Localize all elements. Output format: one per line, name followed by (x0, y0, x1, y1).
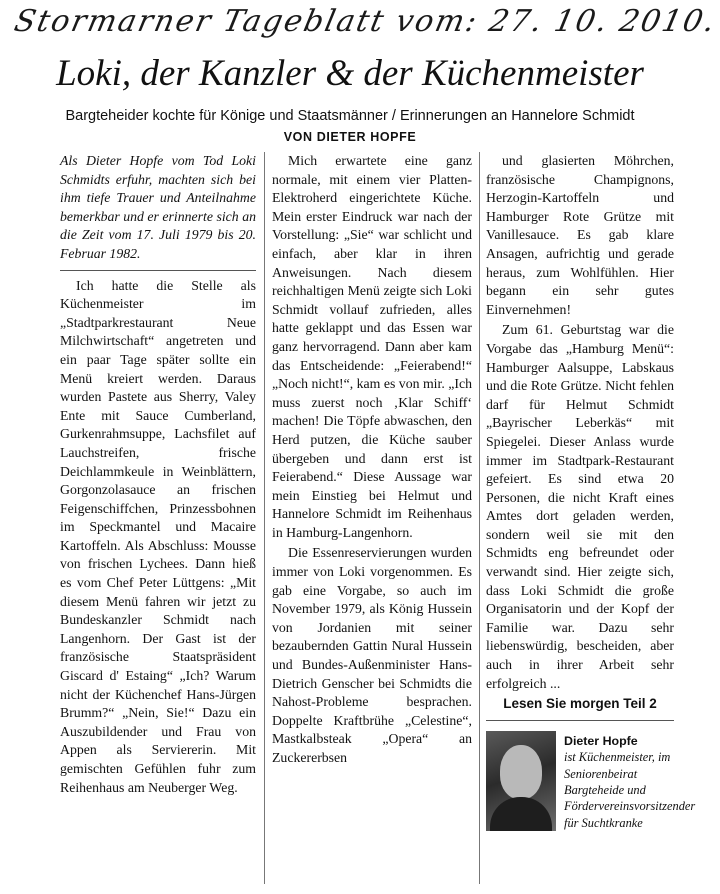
column-divider (264, 152, 265, 884)
continuation-teaser: Lesen Sie morgen Teil 2 (486, 695, 674, 721)
author-name: Dieter Hopfe (564, 733, 638, 748)
author-box (486, 727, 696, 837)
author-shoulders-shape (490, 797, 552, 831)
article-paragraph: Die Essenreservierungen wurden immer von Loki vorgenommen. Es gab eine Vorgabe, so auch im November 1979, als König Hussein von Jordanien mit seiner bezaubernden Gattin Nural Hussein und Bundes-Außenminister Hans-Dietrich Genscher bei Schmidts die Nahost-Probleme besprachen. Doppelte Kraftbrühe „Celestine“, Mastkalbsteak „Opera“ an Zuckererbsen (272, 545, 472, 765)
column-divider (479, 152, 480, 884)
article-paragraph: Zum 61. Geburtstag war die Vorgabe das „Hamburg Menü“: Hamburger Aalsuppe, Labskaus und die Rote Grütze. Nicht fehlen darf für Helmut Schmidt „Bayrischer Leberkäs“ mit Spiegelei. Dieser Anlass wurde immer im Stadtpark-Restaurant gefeiert. Es sind etwa 20 Personen, die nicht Kraft eines Amtes dort geladen werden, sondern weil sie mit den Schmidts eng befreundet oder verwandt sind. Hier zeigte sich, dass Loki Schmidt die große Organisatorin und der Kopf der Familie war. Dazu sehr liebenswürdig, bescheiden, aber auch in ihrer Arbeit sehr erfolgreich ... (486, 322, 674, 691)
article-paragraph: und glasierten Möhrchen, französische Champignons, Herzogin-Kartoffeln und Hamburger Rote Grütze mit Vanillesauce. Es gab klare Ansagen, aufrichtig und gerade heraus, zum Wohlfühlen. Hier begann ein sehr gutes Einvernehmen! (486, 153, 674, 317)
author-photo (486, 731, 556, 831)
author-info (564, 733, 696, 831)
article-column-1 (60, 152, 256, 886)
author-bio: ist Küchenmeister, im Seniorenbeirat Bargteheide und Fördervereinsvorsitzender für Suchtkranke (564, 750, 696, 830)
article-column-2 (272, 152, 472, 886)
article-paragraph: Mich erwartete eine ganz normale, mit einem vier Platten-Elektroherd eingerichtete Küche. Mein erster Eindruck war nach der Vorstellung: „Sie“ war schlicht und einfach, aber klar in ihren Anweisungen. Nach diesem reichhaltigen Menü zeigte sich Loki Schmidt vollauf zufrieden, alles hatte geklappt und das Essen war ganz hervorragend. Dann aber kam das Entscheidende: „Feierabend!“ „Noch nicht!“, kam es von mir. „Ich muss zuerst noch ‚Klar Schiff‘ machen! Die Töpfe abwaschen, den Herd putzen, die Küche sauber übergeben und dann erst ist Feierabend.“ Diese Aussage war mein Einstieg bei Helmut und Hannelore Schmidt im Reihenhaus in Hamburg-Langenhorn. (272, 153, 472, 540)
article-paragraph: Ich hatte die Stelle als Küchenmeister im „Stadtparkrestaurant Neue Milchwirtschaft“ angetreten und ein paar Tage später sollte ein Menü kreiert werden. Daraus wurden Pastete aus Sherry, Valey Ente mit Sauce Cumberland, Gurkenrahmsuppe, Lachsfilet auf Lauchstreifen, frische Deichlammkeule in Weinblättern, Gorgonzolasauce an frischen Feigenschiffchen, Prinzessbohnen im Speckmantel und Macaire Kartoffeln. Als Abschluss: Mousse von frischen Lychees. Dann hieß es vom Chef Peter Lüttgens: „Mit diesem Menü fahren wir jetzt zu Bundeskanzler Schmidt nach Langenhorn. Der Gast ist der französische Staatspräsident Giscard d' Estaing“ „Ich? Warum nicht der Küchenchef Hans-Jürgen Brumm?“ „Nein, Sie!“ Dazu ein Auszubildender und Frau von Appen als Serviererin. Mit gemischten Gefühlen fuhr zum Reihenhaus am Neuberger Weg. (60, 277, 256, 795)
article-column-3 (486, 152, 696, 886)
source-date-handwritten: Stormarner Tageblatt vom: 27. 10. 2010. (11, 4, 720, 39)
subheadline: Bargteheider kochte für Könige und Staatsmänner / Erinnerungen an Hannelore Schmidt (65, 108, 635, 124)
byline: VON DIETER HOPFE (283, 130, 417, 144)
article-intro: Als Dieter Hopfe vom Tod Loki Schmidts erfuhr, machten sich bei ihm tiefe Trauer und Anteilnahme bemerkbar und er erinnerte sich an die Zeit vom 17. Juli 1979 bis 20. Februar 1982. (60, 152, 256, 271)
author-face-shape (500, 745, 542, 799)
headline: Loki, der Kanzler & der Küchenmeister (56, 53, 644, 94)
